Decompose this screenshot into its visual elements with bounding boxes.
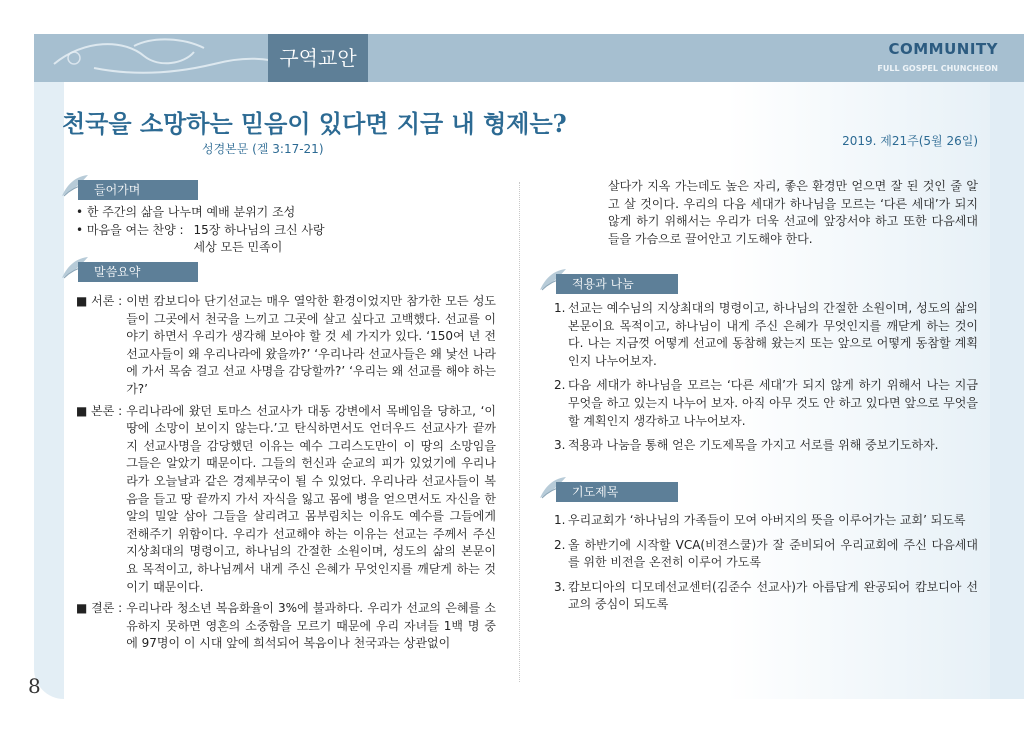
summary-head: ■ 본론 :: [76, 403, 123, 418]
prayer-list: [554, 512, 978, 621]
list-item: [554, 437, 978, 455]
item-number: 1.: [554, 301, 566, 315]
section-label-prayer: [538, 480, 678, 502]
summary-body: 이번 캄보디아 단기선교는 매우 열악한 환경이었지만 참가한 모든 성도들이 그곳에서 천국을 느끼고 그곳에 살고 싶다고 고백했다. 선교를 이야기 하면서 우리가 생각해 보아야 할 것 세 가지가 있다. ‘150여 년 전 선교사들이 왜 우리나라에 왔을까?’ ‘우리나라 선교사들은 왜 낯선 나라에 가서 목숨 걸고 선교 사명을 감당할까?’ ‘우리는 왜 선교를 해야 하는가?’: [126, 294, 496, 396]
intro-line: • 한 주간의 삶을 나누며 예배 분위기 조성: [76, 205, 296, 219]
intro-block: [76, 204, 506, 257]
list-item: [554, 537, 978, 572]
summary-continuation: 살다가 지옥 가는데도 높은 자리, 좋은 환경만 얻으면 잘 된 것인 줄 알고 살 것이다. 우리의 다음 세대가 하나님을 모르는 ‘다른 세대’가 되지 않게 하기 위해서는 우리가 더욱 선교에 앞장서야 하고 또한 다음세대들을 가슴으로 끌어안고 기도해야 한다.: [608, 179, 978, 246]
item-number: 3.: [554, 579, 566, 594]
section-label-application: [538, 272, 678, 294]
section-label-text: 적용과 나눔: [556, 274, 678, 294]
summary-item: [76, 600, 496, 653]
column-divider: [519, 182, 520, 682]
item-text: 우리교회가 ‘하나님의 가족들이 모여 아버지의 뜻을 이루어가는 교회’ 되도록: [568, 513, 966, 527]
item-number: 1.: [554, 513, 566, 527]
page-number: 8: [28, 674, 41, 698]
section-label-text: 들어가며: [78, 180, 198, 200]
scripture-reference: 성경본문 (겔 3:17-21): [202, 142, 324, 156]
item-number: 2.: [554, 378, 566, 393]
hymn-row: [76, 222, 506, 257]
hymn-list: [184, 222, 506, 257]
item-text: 적용과 나눔을 통해 얻은 기도제목을 가지고 서로를 위해 중보기도하자.: [568, 438, 939, 453]
brand-title: COMMUNITY: [888, 40, 998, 58]
list-item: [554, 300, 978, 370]
item-number: 2.: [554, 537, 566, 552]
page-title: 천국을 소망하는 믿음이 있다면 지금 내 형제는?: [62, 109, 567, 138]
item-text: 올 하반기에 시작할 VCA(비젼스쿨)가 잘 준비되어 우리교회에 주신 다음세대를 위한 비전을 온전히 이루어 가도록: [568, 537, 978, 570]
hymn-item: 세상 모든 민족이: [193, 240, 283, 255]
item-text: 선교는 예수님의 지상최대의 명령이고, 하나님의 간절한 소원이며, 성도의 삶의 본문이요 목적이고, 하나님이 내게 주신 은혜가 무엇인지를 깨닫게 하는 것이다. 나는 지금껏 어떻게 선교에 동참해 왔는지 또는 앞으로 어떻게 동참할 계획인지 나누어보자.: [568, 301, 978, 368]
list-item: [554, 579, 978, 614]
item-text: 다음 세대가 하나님을 모르는 ‘다른 세대’가 되지 않게 하기 위해서 나는 지금 무엇을 하고 있는지 나누어 보자. 아직 아무 것도 안 하고 있다면 앞으로 무엇을 할 계획인지 생각하고 나누어보자.: [568, 378, 978, 428]
church-name: FULL GOSPEL CHUNCHEON: [877, 64, 998, 73]
section-label-intro: [60, 178, 198, 200]
section-label-text: 말씀요약: [78, 262, 198, 282]
application-list: [554, 300, 978, 462]
list-item: [554, 377, 978, 430]
card-right-edge: [990, 82, 1024, 699]
summary-body: 우리나라 청소년 복음화율이 3%에 불과하다. 우리가 선교의 은혜를 소유하지 못하면 영혼의 소중함을 모르기 때문에 우리 자녀들 1백 명 중에 97명이 이 시대 앞에 희석되어 복음이나 천국과는 상관없이: [126, 601, 496, 651]
hymn-head: • 마음을 여는 찬양 :: [76, 222, 184, 237]
summary-block: [76, 293, 496, 653]
summary-head: ■ 서론 :: [76, 294, 123, 308]
summary-body: 우리나라에 왔던 토마스 선교사가 대동 강변에서 목베임을 당하고, ‘이 땅에 소망이 보이지 않는다.’고 탄식하면서도 언더우드 선교사가 끝까지 선교사명을 감당했던 이유는 예수 그리스도만이 이 땅의 소망임을 그들은 알았기 때문이다. 그들의 헌신과 순교의 피가 있었기에 우리나라가 오늘날과 같은 경제부국이 될 수 있었다. 우리나라 선교사들이 복음을 들고 땅 끝까지 가서 자식을 잃고 몸에 병을 얻으면서도 자신을 한 알의 밀알 삼아 그들을 살리려고 몸부림치는 이유도 예수를 그들에게 전해주기 위함이다. 우리가 선교해야 하는 이유는 선교는 주께서 주신 지상최대의 명령이고, 하나님의 간절한 소원이며, 성도의 삶의 본문이요 목적이고, 하나님께서 내게 주신 은혜가 무엇인지를 깨닫게 하는 것이기 때문이다.: [126, 403, 496, 594]
hymn-item: 15장 하나님의 크신 사랑: [193, 222, 325, 237]
section-label-summary: [60, 260, 198, 282]
issue-date: 2019. 제21주(5월 26일): [842, 134, 978, 148]
summary-head: ■ 결론 :: [76, 601, 123, 616]
item-text: 캄보디아의 디모데선교센터(김준수 선교사)가 아름답게 완공되어 캄보디아 선교의 중심이 되도록: [568, 579, 978, 612]
section-tab: 구역교안: [268, 34, 368, 82]
list-item: [554, 512, 978, 530]
ornament-swirl-icon: [34, 34, 294, 82]
section-label-text: 기도제목: [556, 482, 678, 502]
item-number: 3.: [554, 438, 566, 453]
summary-item: [76, 403, 496, 597]
brand-block: [877, 40, 998, 73]
summary-item: [76, 293, 496, 399]
